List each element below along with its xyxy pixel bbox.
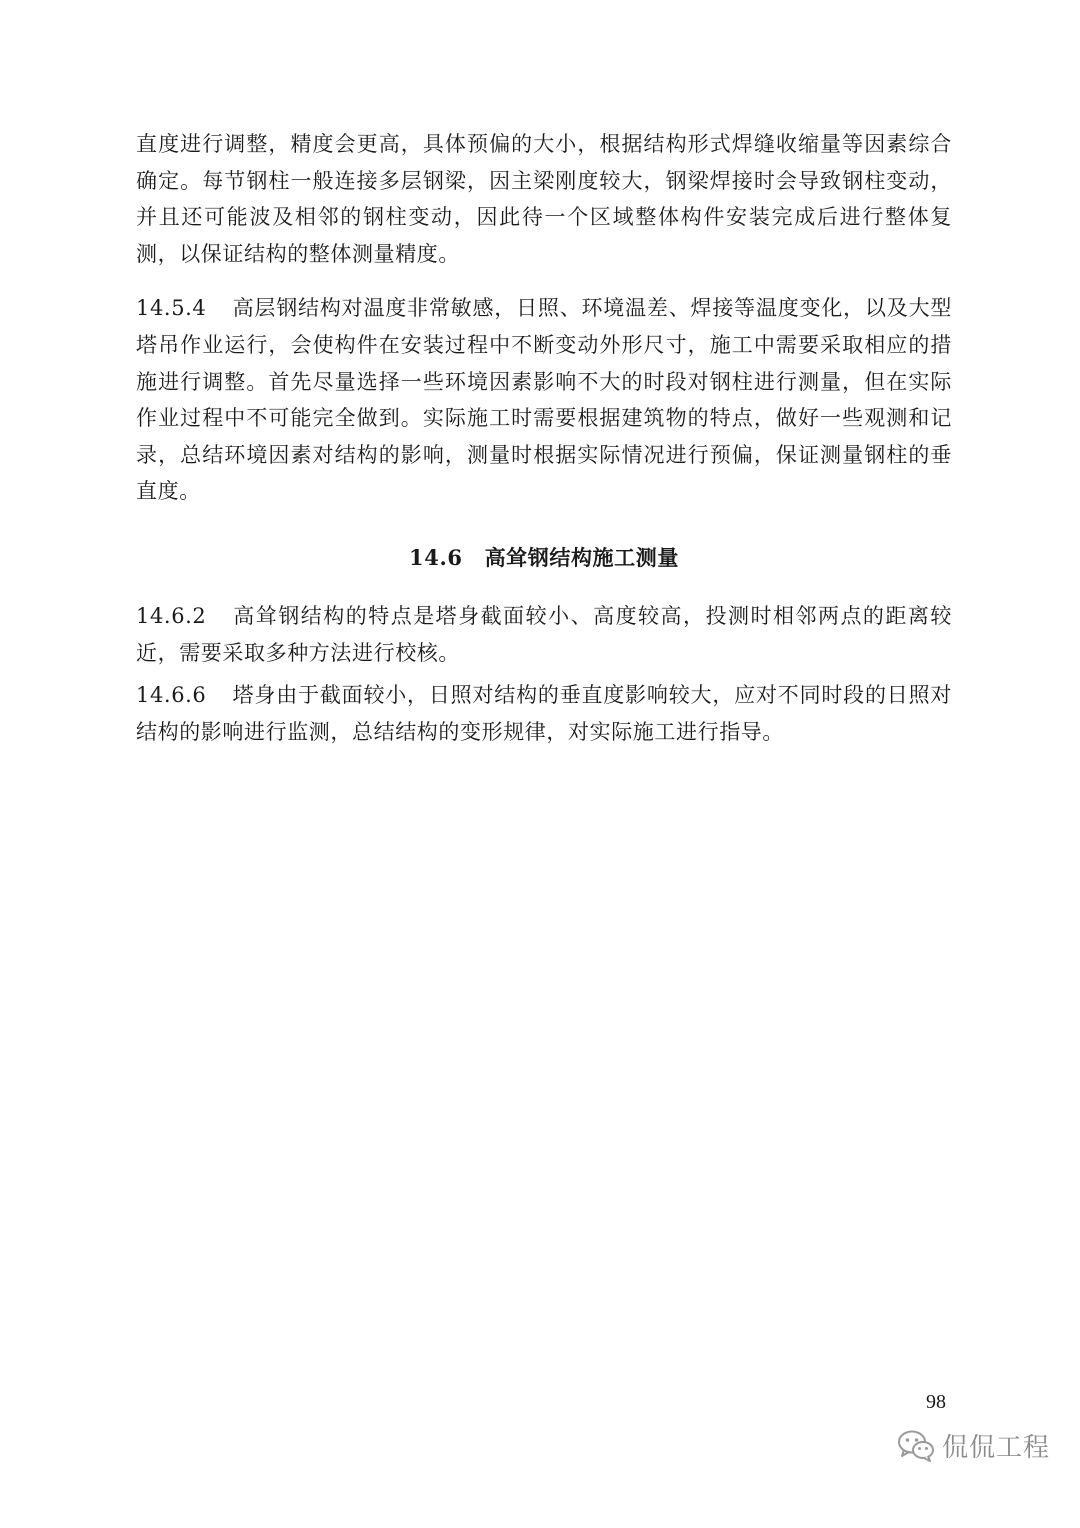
section-number: 14.6 [409, 544, 463, 570]
paragraph-text: 直度进行调整，精度会更高，具体预偏的大小，根据结构形式焊缝收缩量等因素综合确定。每节钢柱一般连接多层钢梁，因主梁刚度较大，钢梁焊接时会导致钢柱变动，并且还可能波及相邻的钢柱变动，因此待一个区域整体构件安装完成后进行整体复测，以保证结构的整体测量精度。 [136, 132, 952, 266]
wechat-icon [896, 1427, 936, 1463]
watermark [896, 1425, 1050, 1465]
clause-number: 14.6.2 [136, 603, 207, 628]
clause-text: 高层钢结构对温度非常敏感，日照、环境温差、焊接等温度变化，以及大型塔吊作业运行，会使构件在安装过程中不断变动外形尺寸，施工中需要采取相应的措施进行调整。首先尽量选择一些环境因素影响不大的时段对钢柱进行测量，但在实际作业过程中不可能完全做到。实际施工时需要根据建筑物的特点，做好一些观测和记录，总结环境因素对结构的影响，测量时根据实际情况进行预偏，保证测量钢柱的垂直度。 [136, 296, 952, 504]
paragraph-continuation [136, 126, 952, 272]
clause-14-6-2 [136, 598, 952, 671]
clause-text: 塔身由于截面较小，日照对结构的垂直度影响较大，应对不同时段的日照对结构的影响进行监测，总结结构的变形规律，对实际施工进行指导。 [136, 683, 952, 744]
clause-14-6-6 [136, 677, 952, 750]
watermark-text: 侃侃工程 [942, 1432, 1051, 1463]
section-heading [136, 540, 952, 576]
clause-number: 14.6.6 [136, 683, 207, 708]
section-title-text: 高耸钢结构施工测量 [484, 544, 679, 570]
document-body [136, 126, 952, 750]
clause-14-5-4 [136, 290, 952, 510]
clause-number: 14.5.4 [136, 296, 207, 321]
page-number: 98 [926, 1391, 946, 1413]
clause-text: 高耸钢结构的特点是塔身截面较小、高度较高，投测时相邻两点的距离较近，需要采取多种方法进行校核。 [136, 603, 952, 665]
